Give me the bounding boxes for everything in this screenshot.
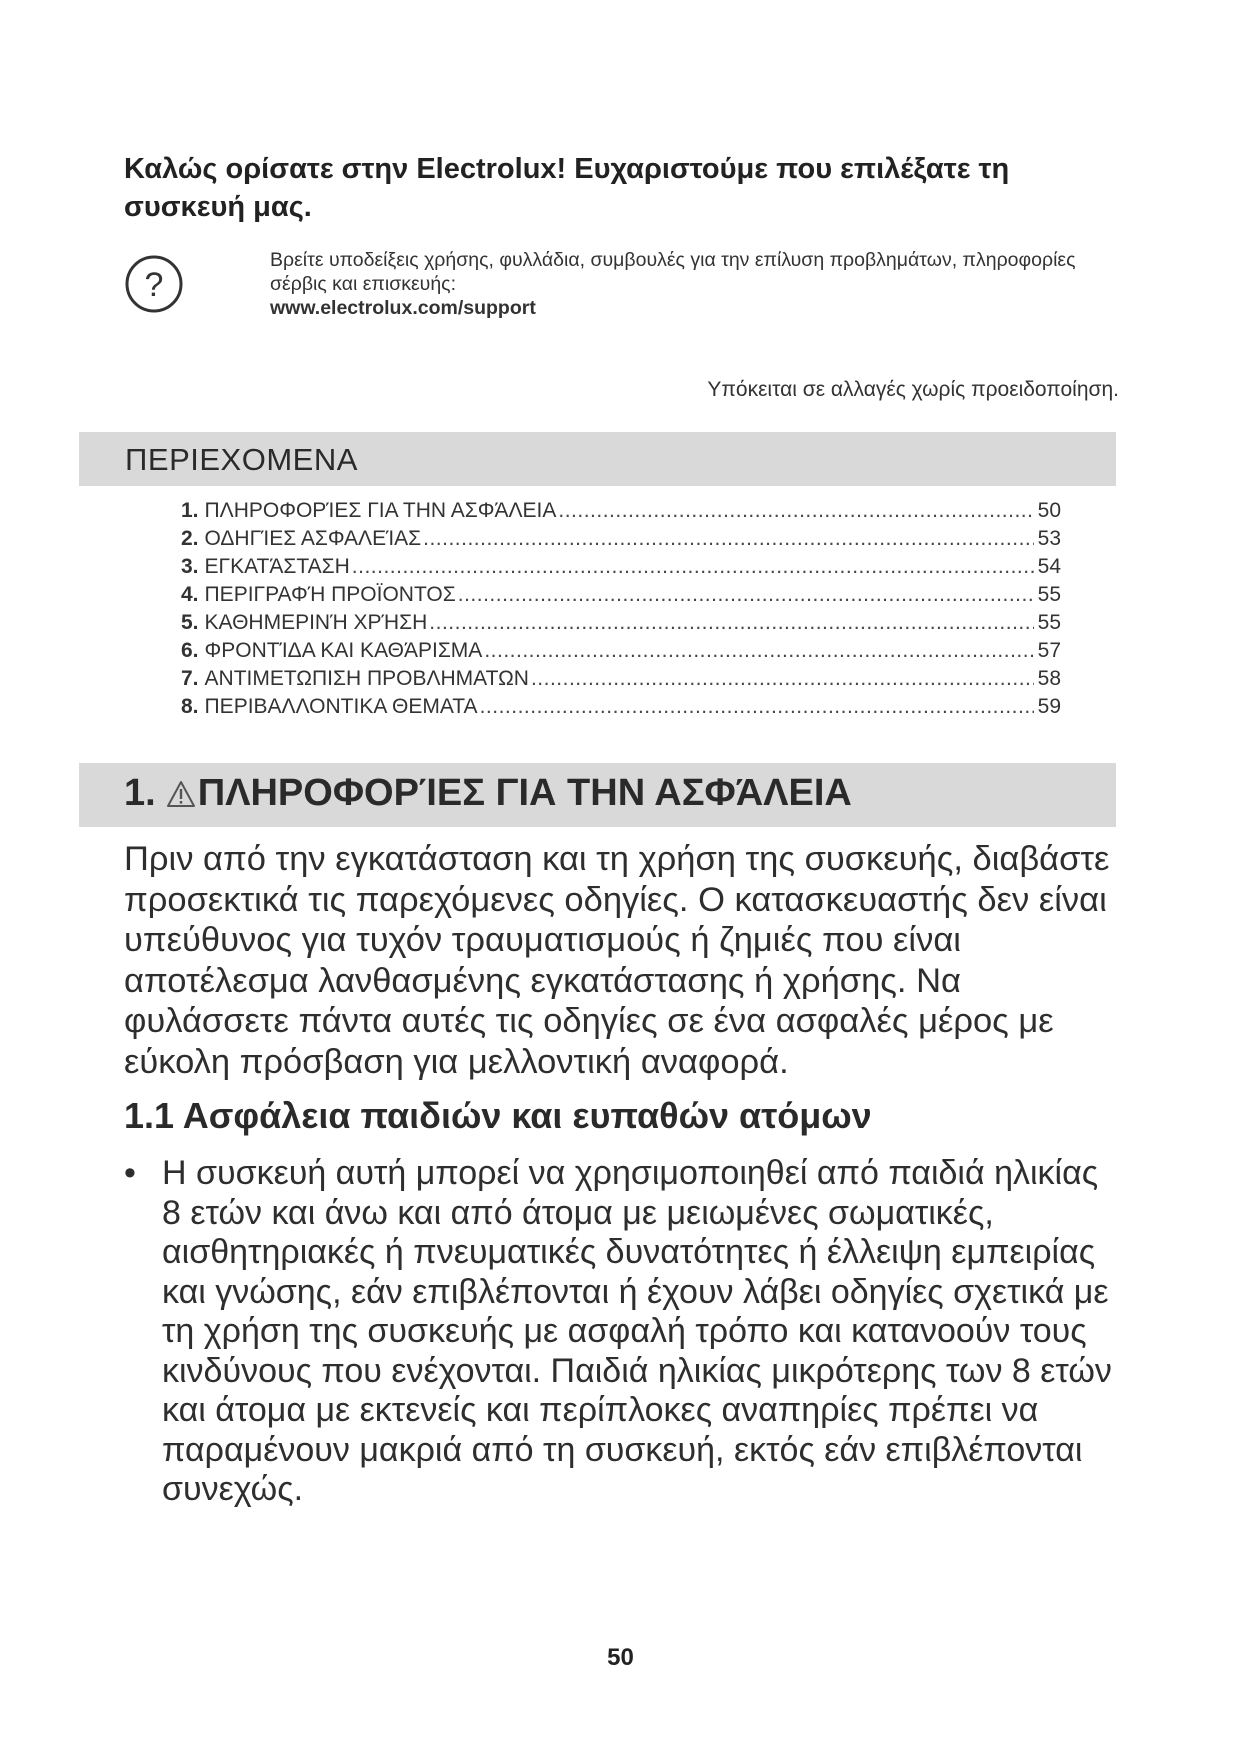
toc-item-page: 53	[1037, 527, 1061, 550]
section-title	[124, 772, 852, 815]
toc-item[interactable]	[181, 611, 1061, 639]
safety-bullet-list	[124, 1154, 1114, 1510]
subsection-title: 1.1 Ασφάλεια παιδιών και ευπαθών ατόμων	[124, 1095, 872, 1136]
toc-item-label: ΠΕΡΙΒΑΛΛΟΝΤΙΚΑ ΘΕΜΑΤΑ	[204, 695, 478, 718]
toc-item-page: 59	[1037, 695, 1061, 718]
toc-item-number: 8.	[181, 695, 199, 718]
toc-item-label: ΕΓΚΑΤΆΣΤΑΣΗ	[204, 555, 350, 578]
bullet-mark: •	[124, 1154, 136, 1192]
toc-item-label: ΚΑΘΗΜΕΡΙΝΉ ΧΡΉΣΗ	[204, 611, 428, 634]
list-item	[124, 1154, 1114, 1510]
toc-item-number: 4.	[181, 583, 199, 606]
support-description: Βρείτε υποδείξεις χρήσης, φυλλάδια, συμβουλές για την επίλυση προβλημάτων, πληροφορίες σέρβις και επισκευής:	[270, 249, 1076, 295]
bullet-text: Η συσκευή αυτή μπορεί να χρησιμοποιηθεί από παιδιά ηλικίας 8 ετών και άνω και από άτομα με μειωμένες σωματικές, αισθητηριακές ή πνευματικές δυνατότητες ή έλλειψη εμπειρίας και γνώσης, εάν επιβλέπονται ή έχουν λάβει οδηγίες σχετικά με τη χρήση της συσκευής με ασφαλή τρόπο και κατανοούν τους κινδύνους που ενέχονται. Παιδιά ηλικίας μικρότερης των 8 ετών και άτομα με εκτενείς και περίπλοκες αναπηρίες πρέπει να παραμένουν μακριά από τη συσκευή, εκτός εάν επιβλέπονται συνεχώς.	[162, 1154, 1112, 1508]
toc-leader	[352, 555, 1034, 579]
toc-item-number: 6.	[181, 639, 199, 662]
toc-item-label: ΟΔΗΓΊΕΣ ΑΣΦΑΛΕΊΑΣ	[204, 527, 422, 550]
toc-leader	[423, 527, 1034, 551]
svg-text:?: ?	[144, 266, 164, 304]
support-link[interactable]: www.electrolux.com/support	[270, 297, 536, 319]
change-notice: Υπόκειται σε αλλαγές χωρίς προειδοποίηση.	[707, 378, 1119, 401]
toc-item-label: ΑΝΤΙΜΕΤΩΠΙΣΗ ΠΡΟΒΛΗΜΑΤΩΝ	[204, 667, 529, 690]
toc-item-number: 1.	[181, 499, 199, 522]
toc-item[interactable]	[181, 639, 1061, 667]
toc-item-number: 7.	[181, 667, 199, 690]
toc-item-page: 55	[1037, 611, 1061, 634]
table-of-contents	[181, 499, 1061, 723]
question-circle-icon	[124, 254, 184, 314]
toc-item-page: 57	[1037, 639, 1061, 662]
toc-item[interactable]	[181, 555, 1061, 583]
toc-item-number: 3.	[181, 555, 199, 578]
toc-item-number: 2.	[181, 527, 199, 550]
welcome-heading: Καλώς ορίσατε στην Electrolux! Ευχαριστούμε που επιλέξατε τη συσκευή μας.	[124, 153, 1010, 223]
toc-item-label: ΠΛΗΡΟΦΟΡΊΕΣ ΓΙΑ ΤΗΝ ΑΣΦΆΛΕΙΑ	[204, 499, 557, 522]
toc-item[interactable]	[181, 667, 1061, 695]
toc-item-page: 54	[1037, 555, 1061, 578]
toc-item[interactable]	[181, 499, 1061, 527]
support-info	[270, 248, 1090, 320]
toc-leader	[429, 611, 1033, 635]
toc-item[interactable]	[181, 583, 1061, 611]
toc-leader	[458, 583, 1034, 607]
warning-triangle-icon	[166, 780, 196, 808]
toc-leader	[484, 639, 1033, 663]
toc-title: ΠΕΡΙΕΧΟΜΕΝΑ	[125, 442, 358, 477]
toc-item-page: 58	[1037, 667, 1061, 690]
page-number: 50	[607, 1644, 634, 1671]
section-header-bar	[79, 763, 1116, 827]
toc-leader	[480, 695, 1034, 719]
toc-item[interactable]	[181, 695, 1061, 723]
section-number: 1.	[124, 772, 156, 814]
toc-item[interactable]	[181, 527, 1061, 555]
toc-header-bar	[79, 432, 1116, 486]
toc-item-label: ΦΡΟΝΤΊΔΑ ΚΑΙ ΚΑΘΆΡΙΣΜΑ	[204, 639, 483, 662]
toc-item-page: 55	[1037, 583, 1061, 606]
toc-leader	[558, 499, 1033, 523]
toc-item-page: 50	[1037, 499, 1061, 522]
toc-leader	[531, 667, 1034, 691]
safety-intro-paragraph: Πριν από την εγκατάσταση και τη χρήση της συσκευής, διαβάστε προσεκτικά τις παρεχόμενες οδηγίες. Ο κατασκευαστής δεν είναι υπεύθυνος για τυχόν τραυματισμούς ή ζημιές που είναι αποτέλεσμα λανθασμένης εγκατάστασης ή χρήσης. Να φυλάσσετε πάντα αυτές τις οδηγίες σε ένα ασφαλές μέρος με εύκολη πρόσβαση για μελλοντική αναφορά.	[124, 840, 1110, 1081]
toc-item-label: ΠΕΡΙΓΡΑΦΉ ΠΡΟΪΟΝΤΟΣ	[204, 583, 456, 606]
section-title-text: ΠΛΗΡΟΦΟΡΊΕΣ ΓΙΑ ΤΗΝ ΑΣΦΆΛΕΙΑ	[197, 772, 852, 814]
toc-item-number: 5.	[181, 611, 199, 634]
